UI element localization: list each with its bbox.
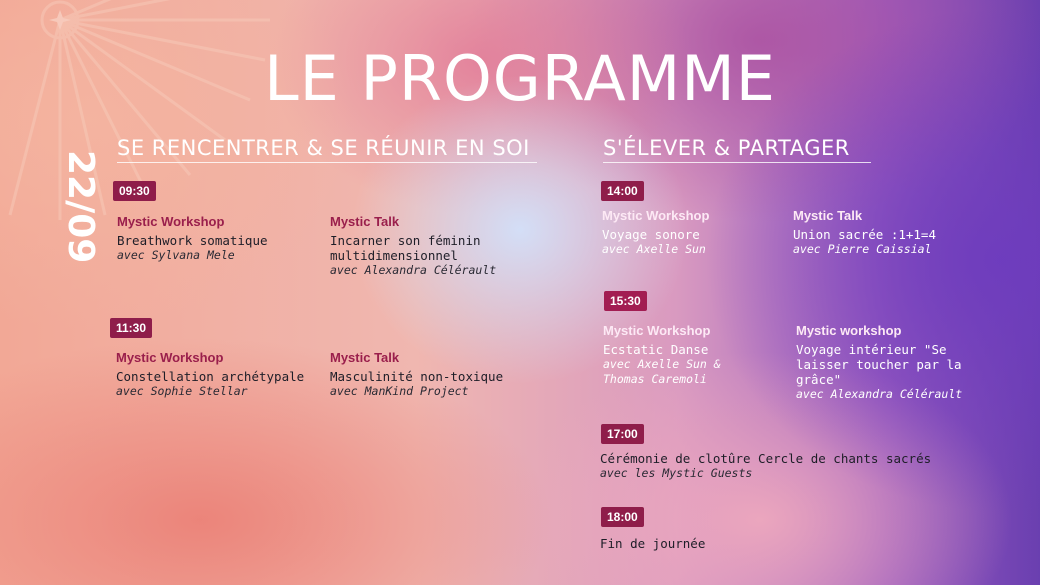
event-host: avec Alexandra Célérault bbox=[796, 387, 963, 401]
event-name: Voyage intérieur "Se laisser toucher par la grâce" bbox=[796, 342, 962, 387]
event-category: Mystic Workshop bbox=[602, 208, 710, 223]
event-name: Fin de journée bbox=[600, 536, 706, 551]
event-item bbox=[116, 350, 316, 399]
event-name: Incarner son féminin multidimensionnel bbox=[330, 233, 481, 263]
event-category: Mystic Talk bbox=[330, 350, 400, 365]
time-badge: 14:00 bbox=[601, 181, 644, 201]
event-item bbox=[796, 323, 971, 402]
event-item bbox=[330, 214, 530, 278]
event-category: Mystic Workshop bbox=[116, 350, 224, 365]
event-host: avec Alexandra Célérault bbox=[330, 263, 497, 277]
event-item bbox=[330, 350, 530, 399]
event-item bbox=[603, 323, 753, 387]
event-name: Breathwork somatique bbox=[117, 233, 268, 248]
event-name: Union sacrée :1+1=4 bbox=[793, 227, 936, 242]
event-category: Mystic Talk bbox=[793, 208, 863, 223]
time-badge: 18:00 bbox=[601, 507, 644, 527]
event-host: avec Axelle Sun bbox=[602, 242, 706, 256]
event-item bbox=[793, 208, 993, 257]
right-section-title: S'ÉLEVER & PARTAGER bbox=[603, 136, 850, 160]
event-item bbox=[602, 208, 802, 257]
event-category: Mystic Workshop bbox=[117, 214, 225, 229]
event-name: Masculinité non-toxique bbox=[330, 369, 504, 384]
right-section-underline bbox=[603, 162, 871, 163]
event-item bbox=[600, 536, 800, 551]
time-badge: 15:30 bbox=[604, 291, 647, 311]
event-name: Cérémonie de clotûre Cercle de chants sacrés bbox=[600, 451, 932, 466]
left-section-title: SE RENCENTRER & SE RÉUNIR EN SOI bbox=[117, 136, 530, 160]
event-host: avec Pierre Caissial bbox=[793, 242, 932, 256]
event-item bbox=[117, 214, 317, 263]
event-category: Mystic Workshop bbox=[603, 323, 711, 338]
event-date: 22/09 bbox=[60, 150, 101, 264]
time-badge: 11:30 bbox=[110, 318, 152, 338]
left-section-underline bbox=[117, 162, 537, 163]
time-badge: 17:00 bbox=[601, 424, 644, 444]
event-category: Mystic workshop bbox=[796, 323, 902, 338]
event-name: Voyage sonore bbox=[602, 227, 700, 242]
event-name: Ecstatic Danse bbox=[603, 342, 709, 357]
event-host: avec Axelle Sun & Thomas Caremoli bbox=[603, 357, 721, 386]
event-host: avec Sophie Stellar bbox=[116, 384, 248, 398]
event-item bbox=[600, 451, 980, 481]
event-host: avec les Mystic Guests bbox=[600, 466, 753, 480]
event-host: avec Sylvana Mele bbox=[117, 248, 235, 262]
event-host: avec ManKind Project bbox=[330, 384, 469, 398]
event-category: Mystic Talk bbox=[330, 214, 400, 229]
event-name: Constellation archétypale bbox=[116, 369, 305, 384]
page-title: LE PROGRAMME bbox=[264, 42, 776, 115]
time-badge: 09:30 bbox=[113, 181, 156, 201]
